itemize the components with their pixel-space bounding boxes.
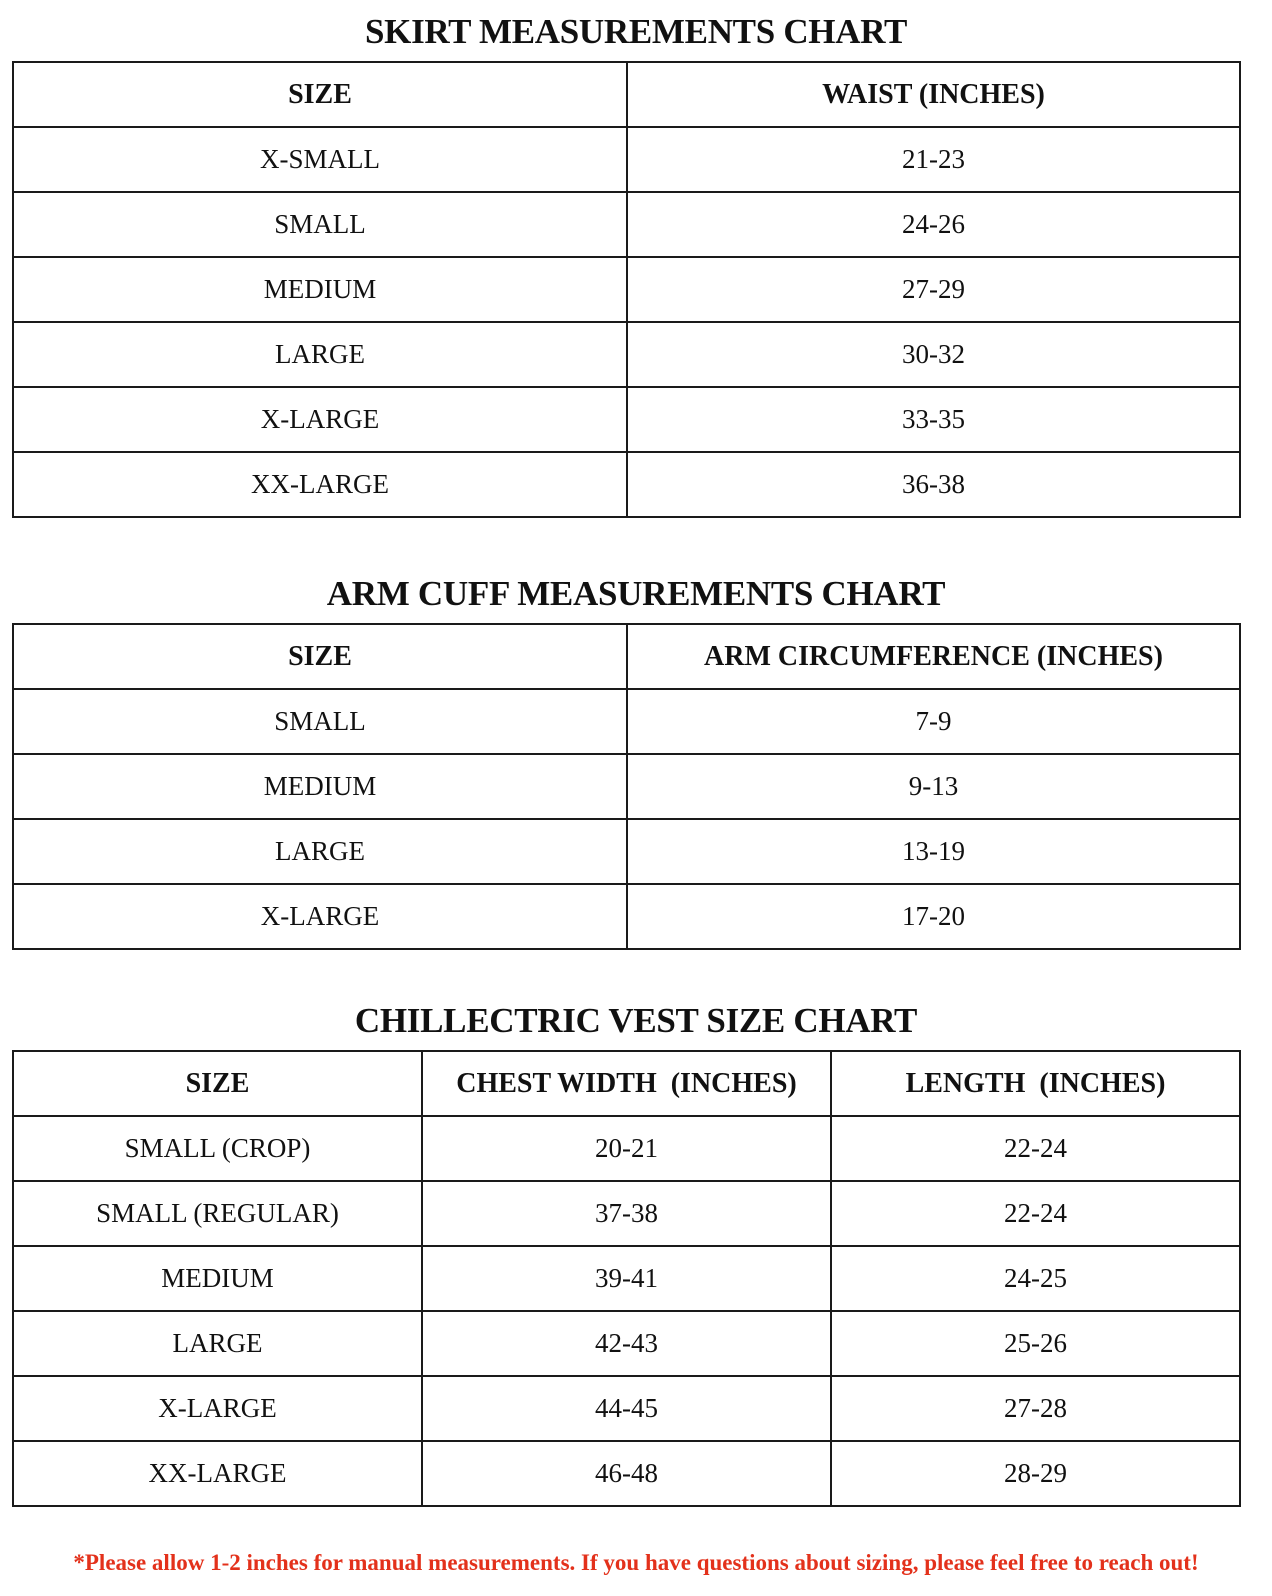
size-cell: LARGE	[13, 322, 627, 387]
chest-cell: 39-41	[422, 1246, 831, 1311]
chest-width-header: CHEST WIDTH (INCHES)	[422, 1051, 831, 1116]
length-header: LENGTH (INCHES)	[831, 1051, 1240, 1116]
armcuff-table	[12, 623, 1241, 950]
waist-cell: 33-35	[627, 387, 1240, 452]
waist-cell: 21-23	[627, 127, 1240, 192]
arm-cell: 17-20	[627, 884, 1240, 949]
length-cell: 27-28	[831, 1376, 1240, 1441]
skirt-table	[12, 61, 1241, 518]
arm-cell: 7-9	[627, 689, 1240, 754]
vest-table	[12, 1050, 1241, 1507]
chest-cell: 44-45	[422, 1376, 831, 1441]
skirt-chart-title: SKIRT MEASUREMENTS CHART	[364, 12, 908, 51]
table-row	[13, 1181, 1240, 1246]
table-row	[13, 127, 1240, 192]
table-row	[13, 884, 1240, 949]
size-cell: SMALL (CROP)	[13, 1116, 422, 1181]
size-cell: X-LARGE	[13, 884, 627, 949]
chest-cell: 46-48	[422, 1441, 831, 1506]
table-row	[13, 1376, 1240, 1441]
size-cell: LARGE	[13, 819, 627, 884]
table-header-row	[13, 1051, 1240, 1116]
table-row	[13, 1311, 1240, 1376]
table-row	[13, 192, 1240, 257]
size-cell: SMALL	[13, 192, 627, 257]
arm-cell: 9-13	[627, 754, 1240, 819]
size-cell: MEDIUM	[13, 257, 627, 322]
size-cell: X-LARGE	[13, 1376, 422, 1441]
size-cell: MEDIUM	[13, 754, 627, 819]
size-cell: X-LARGE	[13, 387, 627, 452]
waist-cell: 36-38	[627, 452, 1240, 517]
table-row	[13, 754, 1240, 819]
size-header: SIZE	[13, 624, 627, 689]
waist-cell: 30-32	[627, 322, 1240, 387]
waist-header: WAIST (INCHES)	[627, 62, 1240, 127]
size-cell: X-SMALL	[13, 127, 627, 192]
size-cell: LARGE	[13, 1311, 422, 1376]
arm-circumference-header: ARM CIRCUMFERENCE (INCHES)	[627, 624, 1240, 689]
table-header-row	[13, 62, 1240, 127]
table-row	[13, 452, 1240, 517]
waist-cell: 24-26	[627, 192, 1240, 257]
chest-cell: 37-38	[422, 1181, 831, 1246]
armcuff-chart-title: ARM CUFF MEASUREMENTS CHART	[326, 574, 946, 613]
table-row	[13, 387, 1240, 452]
arm-cell: 13-19	[627, 819, 1240, 884]
table-row	[13, 689, 1240, 754]
chest-cell: 20-21	[422, 1116, 831, 1181]
sizing-note: *Please allow 1-2 inches for manual measurements. If you have questions about sizing, please feel free to reach out!	[73, 1550, 1199, 1575]
chest-cell: 42-43	[422, 1311, 831, 1376]
table-row	[13, 1246, 1240, 1311]
table-row	[13, 1116, 1240, 1181]
size-header: SIZE	[13, 62, 627, 127]
waist-cell: 27-29	[627, 257, 1240, 322]
table-row	[13, 1441, 1240, 1506]
vest-chart-title: CHILLECTRIC VEST SIZE CHART	[354, 1001, 918, 1040]
table-header-row	[13, 624, 1240, 689]
length-cell: 24-25	[831, 1246, 1240, 1311]
length-cell: 28-29	[831, 1441, 1240, 1506]
size-cell: SMALL (REGULAR)	[13, 1181, 422, 1246]
length-cell: 22-24	[831, 1116, 1240, 1181]
table-row	[13, 819, 1240, 884]
size-cell: SMALL	[13, 689, 627, 754]
size-cell: MEDIUM	[13, 1246, 422, 1311]
length-cell: 25-26	[831, 1311, 1240, 1376]
size-header: SIZE	[13, 1051, 422, 1116]
size-cell: XX-LARGE	[13, 1441, 422, 1506]
table-row	[13, 257, 1240, 322]
size-cell: XX-LARGE	[13, 452, 627, 517]
length-cell: 22-24	[831, 1181, 1240, 1246]
table-row	[13, 322, 1240, 387]
